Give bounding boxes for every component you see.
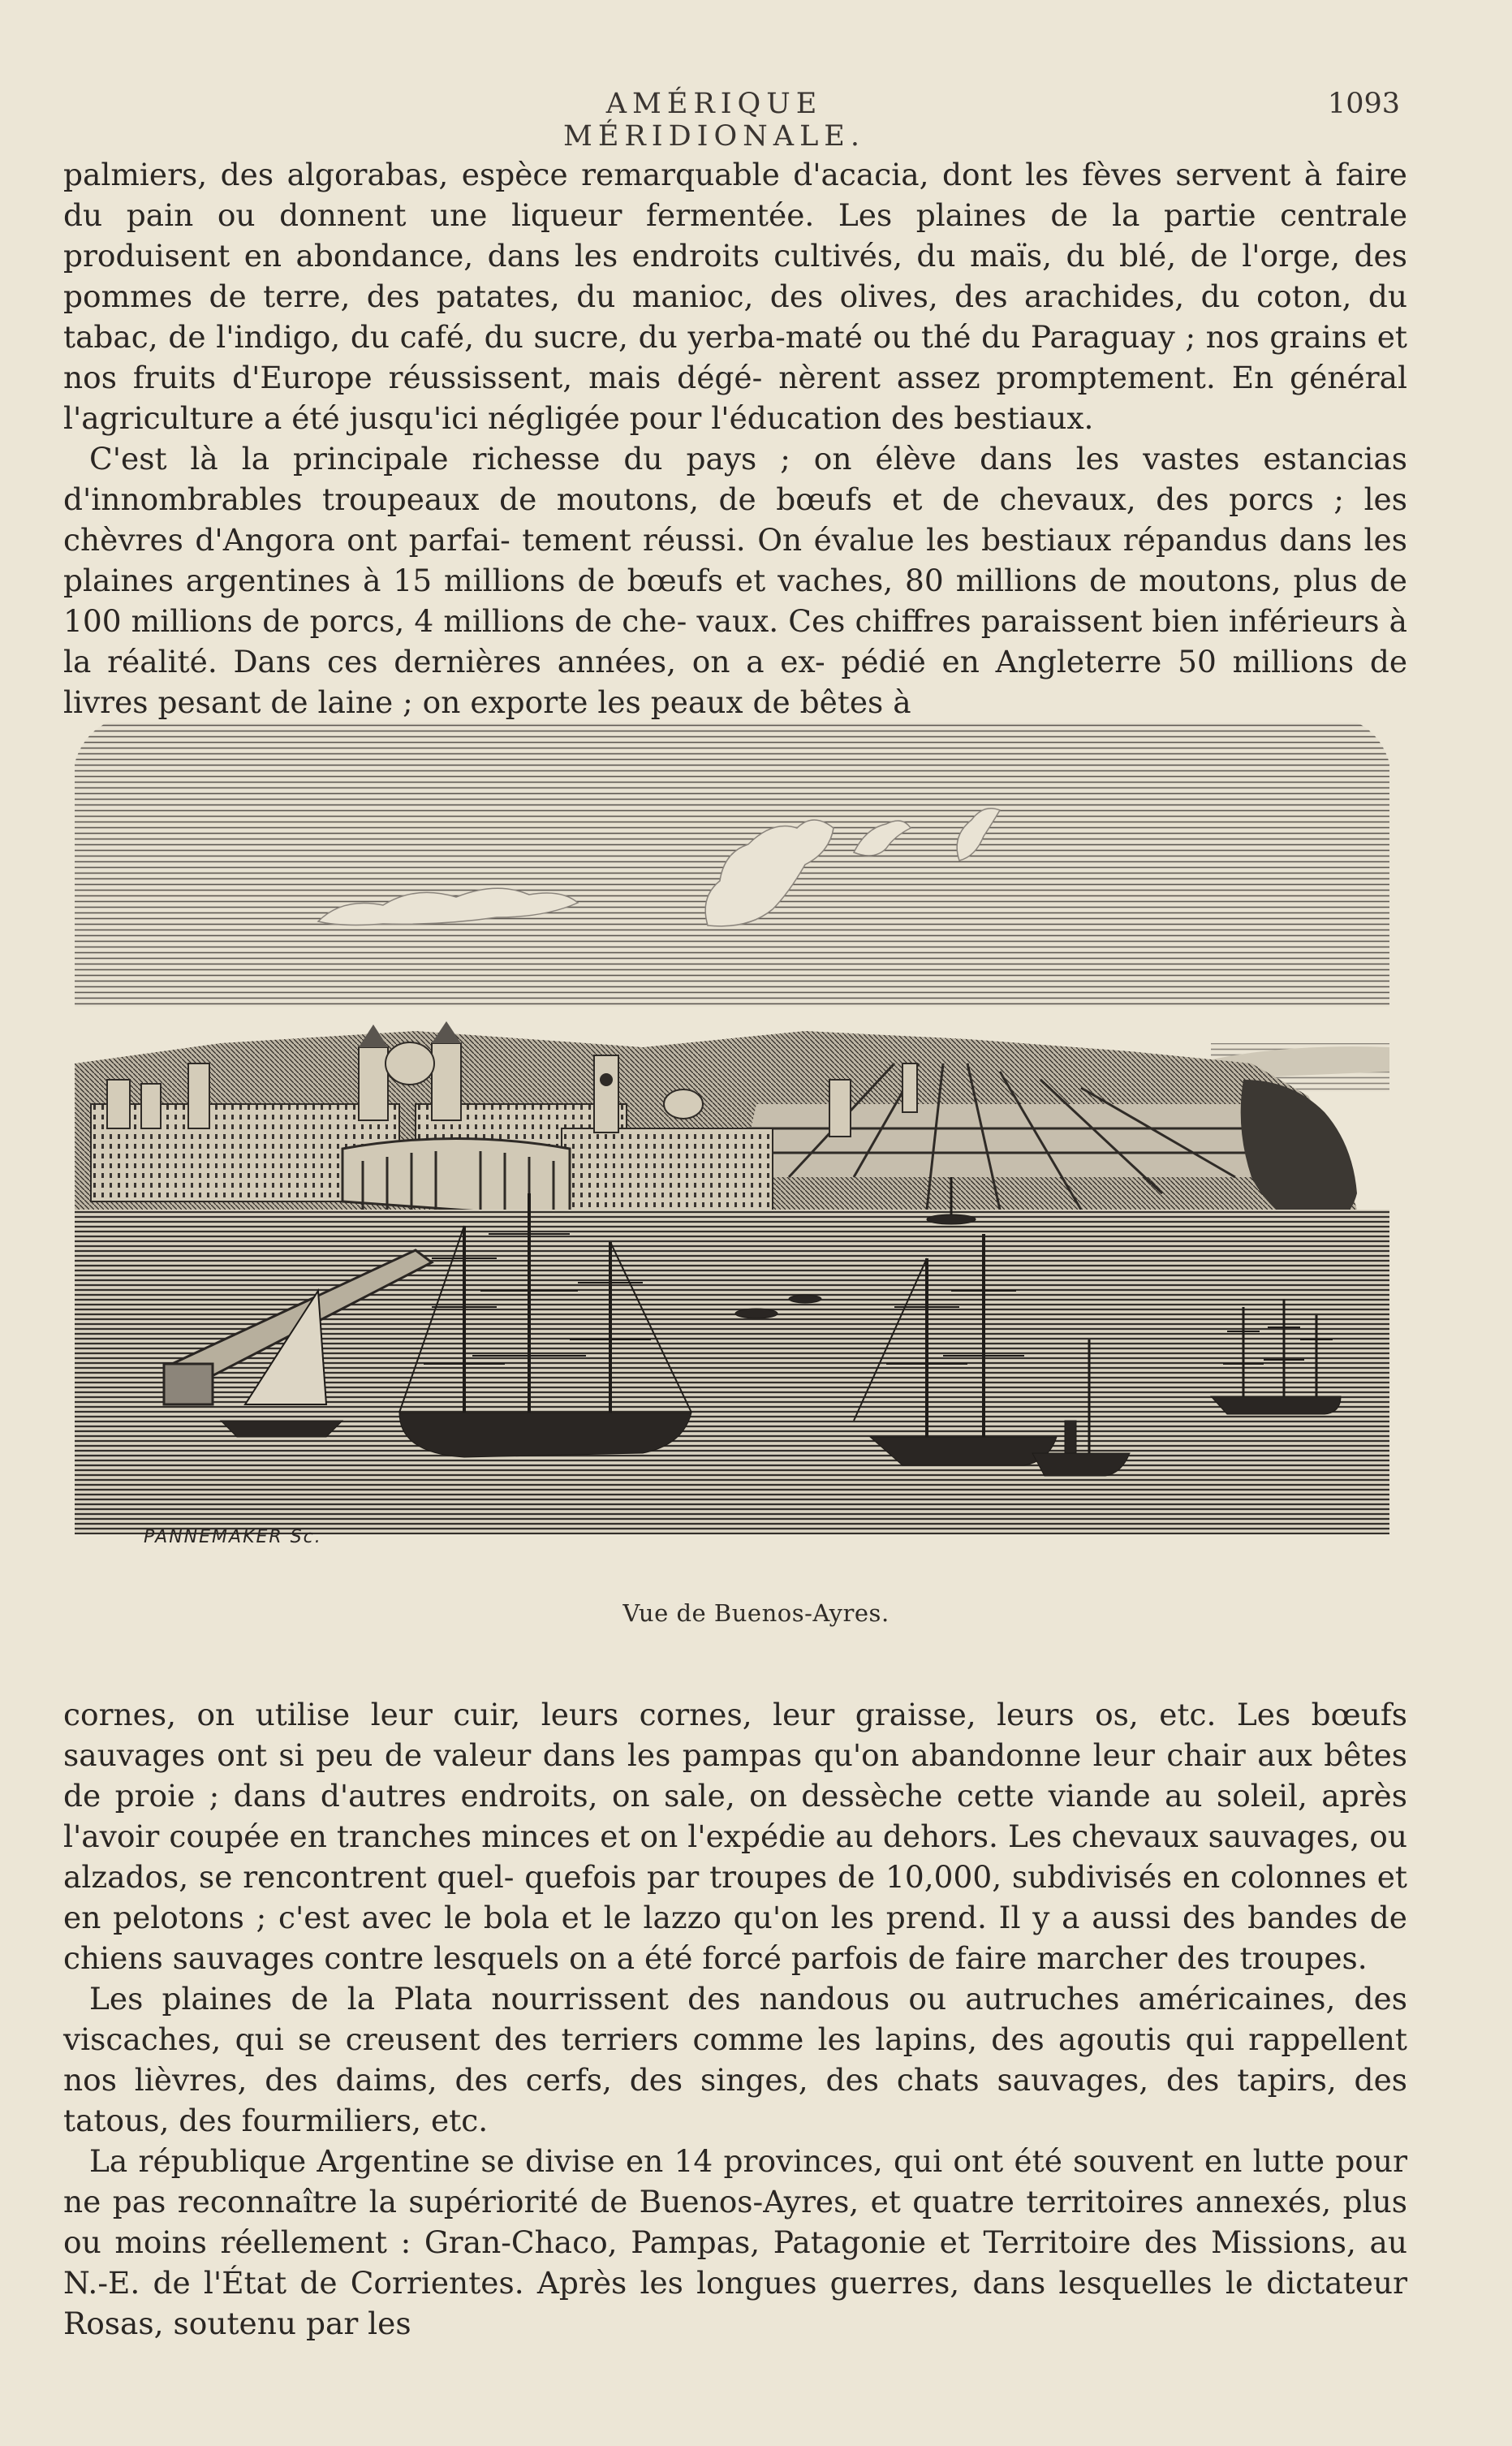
text-line: du manioc, des olives, des arachides, du coton, du tabac, de l'indigo, du café, du sucre, du <box>63 278 1408 355</box>
text-line: yerba-maté ou thé du Paraguay ; nos grains et nos fruits d'Europe réussissent, mais dégé- <box>63 319 1407 395</box>
text-line: C'est là la principale richesse du pays ; on élève dans les vastes estancias d'innombrables <box>63 441 1407 517</box>
city-skyline <box>75 1021 1357 1242</box>
text-line: dans les endroits cultivés, du maïs, du blé, de l'orge, des pommes de terre, des patates, <box>63 238 1407 314</box>
paragraph <box>63 154 1407 438</box>
text-line: réellement : Gran-Chaco, Pampas, Patagonie et Territoire des Missions, au N.-E. de l'État <box>63 2224 1407 2301</box>
text-line: vaux. Ces chiffres paraissent bien inférieurs à la réalité. Dans ces dernières années, on a ex- <box>63 603 1407 679</box>
engraver-signature: PANNEMAKER Sc. <box>144 1527 322 1547</box>
paragraph <box>63 2141 1407 2344</box>
figure-caption: Vue de Buenos-Ayres. <box>622 1599 890 1627</box>
text-line: qui se creusent des terriers comme les lapins, des agoutis qui rappellent nos lièvres, des <box>63 2021 1408 2098</box>
text-line: Les plaines de la Plata nourrissent des nandous ou autruches américaines, des viscaches, <box>63 1981 1407 2057</box>
text-line: palmiers, des algorabas, espèce remarquable d'acacia, dont les fèves servent à faire du pain <box>63 157 1407 233</box>
text-block-top <box>63 154 1407 723</box>
text-line: d'autres endroits, on sale, on dessèche cette viande au soleil, après l'avoir coupée en tranches <box>63 1778 1407 1854</box>
text-line: pas reconnaître la supériorité de Buenos-Ayres, et quatre territoires annexés, plus ou moins <box>63 2184 1407 2260</box>
text-line: forcé parfois de faire marcher des troupes. <box>702 1940 1368 1976</box>
page-number: 1093 <box>1327 88 1400 120</box>
text-line: bœufs et vaches, 80 millions de moutons, plus de 100 millions de porcs, 4 millions de che- <box>63 563 1407 639</box>
text-line: ou donnent une liqueur fermentée. Les plaines de la partie centrale produisent en abondance, <box>63 197 1408 274</box>
text-line: ont si peu de valeur dans les pampas qu'on abandonne leur chair aux bêtes de proie ; dans <box>63 1737 1408 1814</box>
text-line: cornes, on utilise leur cuir, leurs cornes, leur graisse, leurs os, etc. Les bœufs sauvages <box>63 1697 1407 1773</box>
running-title: AMÉRIQUE MÉRIDIONALE. <box>563 88 865 153</box>
text-line: La république Argentine se divise en 14 provinces, qui ont été souvent en lutte pour ne <box>63 2143 1407 2220</box>
text-line: quefois par troupes de 10,000, subdivisés en colonnes et en pelotons ; c'est avec le bola et <box>63 1859 1407 1935</box>
text-line: pédié en Angleterre 50 millions de livres pesant de laine ; on exporte les peaux de bêtes à <box>63 644 1408 720</box>
paragraph <box>63 1694 1407 1978</box>
text-line: le lazzo qu'on les prend. Il y a aussi des bandes de chiens sauvages contre lesquels on a été <box>63 1900 1407 1976</box>
text-line: tement réussi. On évalue les bestiaux répandus dans les plaines argentines à 15 millions de <box>63 522 1407 598</box>
running-head <box>0 88 1512 153</box>
text-line: des bestiaux. <box>891 400 1094 436</box>
paragraph <box>63 438 1407 723</box>
paragraph <box>63 1978 1407 2141</box>
engraving-buenos-ayres <box>75 723 1389 1567</box>
text-block-bottom <box>63 1694 1407 2344</box>
text-line: daims, des cerfs, des singes, des chats sauvages, des tapirs, des tatous, des fourmiliers, etc. <box>63 2062 1408 2138</box>
text-line: nèrent assez promptement. En général l'agriculture a été jusqu'ici négligée pour l'éducation <box>63 360 1407 436</box>
text-line: minces et on l'expédie au dehors. Les chevaux sauvages, ou alzados, se rencontrent quel- <box>63 1818 1407 1895</box>
text-line: de Corrientes. Après les longues guerres, dans lesquelles le dictateur Rosas, soutenu par les <box>63 2265 1407 2341</box>
text-line: troupeaux de moutons, de bœufs et de chevaux, des porcs ; les chèvres d'Angora ont parfai- <box>63 481 1407 558</box>
